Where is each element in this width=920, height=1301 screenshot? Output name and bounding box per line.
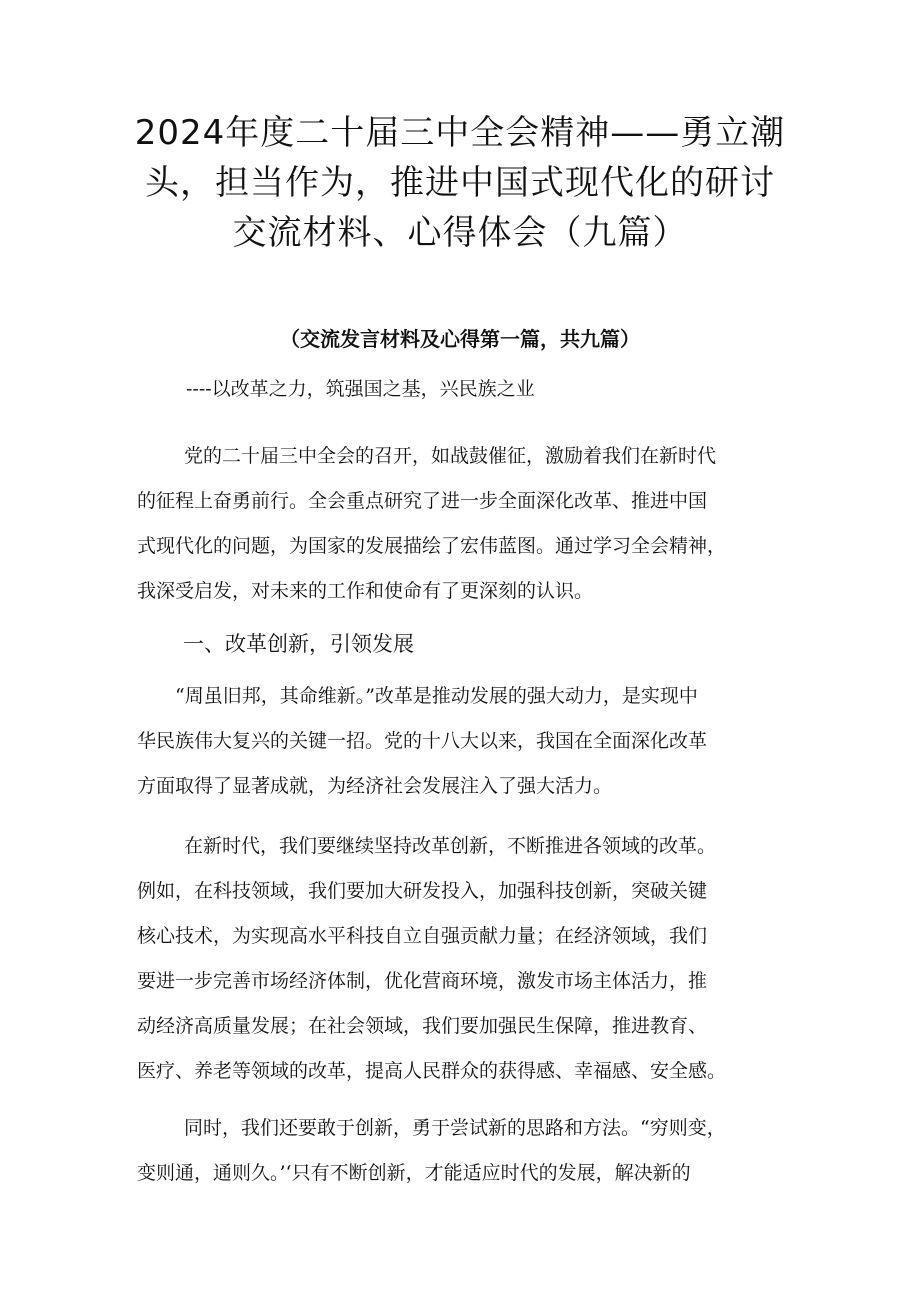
paragraph-line: 我深受启发，对未来的工作和使命有了更深刻的认识。	[137, 580, 594, 602]
paragraph-line: 在新时代，我们要继续坚持改革创新，不断推进各领域的改革。	[184, 835, 717, 857]
paragraph-line: 党的二十届三中全会的召开，如战鼓催征，激励着我们在新时代	[184, 445, 717, 467]
paragraph-line: 动经济高质量发展；在社会领域，我们要加强民生保障，推进教育、	[137, 1015, 708, 1037]
paragraph-line: 要进一步完善市场经济体制，优化营商环境，激发市场主体活力，推	[137, 970, 708, 992]
document-subtitle: （交流发言材料及心得第一篇，共九篇）	[280, 327, 640, 351]
paragraph-line: 医疗、养老等领域的改革，提高人民群众的获得感、幸福感、安全感。	[137, 1060, 727, 1082]
paragraph-line: 同时，我们还要敢于创新，勇于尝试新的思路和方法。“穷则变，	[184, 1117, 726, 1139]
title-line: 头，担当作为，推进中国式现代化的研讨	[145, 163, 775, 203]
paragraph-line: “周虽旧邦，其命维新。”改革是推动发展的强大动力，是实现中	[175, 685, 698, 707]
paragraph-line: 变则通，通则久。’‘只有不断创新，才能适应时代的发展，解决新的	[137, 1162, 691, 1184]
document-tagline: ----以改革之力，筑强国之基，兴民族之业	[186, 378, 535, 400]
paragraph-reform	[137, 674, 797, 809]
paragraph-line: 的征程上奋勇前行。全会重点研究了进一步全面深化改革、推进中国	[137, 490, 708, 512]
paragraph-line: 方面取得了显著成就，为经济社会发展注入了强大活力。	[137, 775, 613, 797]
paragraph-line: 例如，在科技领域，我们要加大研发投入，加强科技创新，突破关键	[137, 880, 708, 902]
paragraph-innovation	[137, 1106, 797, 1196]
paragraph-intro	[137, 434, 797, 614]
paragraph-line: 核心技术，为实现高水平科技自立自强贡献力量；在经济领域，我们	[137, 925, 708, 947]
document-title	[120, 108, 800, 258]
section-heading: 一、改革创新，引领发展	[183, 632, 414, 656]
title-line: 2024年度二十届三中全会精神——勇立潮	[134, 113, 786, 153]
paragraph-new-era	[137, 824, 797, 1094]
paragraph-line: 华民族伟大复兴的关键一招。党的十八大以来，我国在全面深化改革	[137, 730, 708, 752]
title-line: 交流材料、心得体会（九篇）	[232, 213, 688, 253]
paragraph-line: 式现代化的问题，为国家的发展描绘了宏伟蓝图。通过学习全会精神，	[137, 535, 727, 557]
